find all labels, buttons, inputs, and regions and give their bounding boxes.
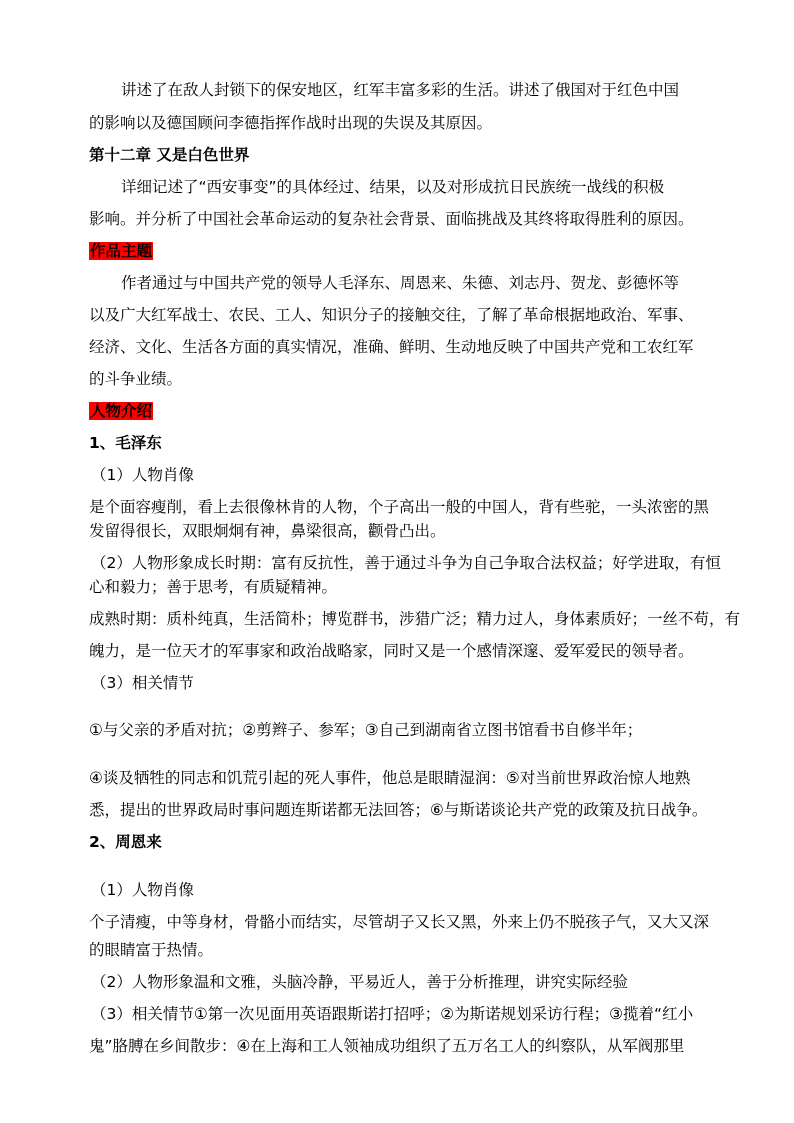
subheading: （1）人物肖像 — [91, 466, 194, 484]
body-text-line: 讲述了在敌人封锁下的保安地区，红军丰富多彩的生活。讲述了俄国对于红色中国 — [121, 81, 680, 99]
subheading: （1）人物肖像 — [91, 881, 194, 899]
body-text-line: 影响。并分析了中国社会革命运动的复杂社会背景、面临挑战及其终将取得胜利的原因。 — [89, 210, 694, 228]
body-text-line: 的影响以及德国顾问李德指挥作战时出现的失误及其原因。 — [89, 114, 493, 132]
body-text-line: 经济、文化、生活各方面的真实情况，准确、鲜明、生动地反映了中国共产党和工农红军 — [89, 338, 694, 356]
body-text-line: （2）人物形象成长时期：富有反抗性，善于通过斗争为自己争取合法权益；好学进取，有恒 — [91, 554, 721, 572]
body-text-line: 鬼”胳膊在乡间散步：④在上海和工人领袖成功组织了五万名工人的纠察队，从军阀那里 — [89, 1037, 685, 1055]
section-heading-characters — [89, 401, 153, 421]
body-text-line: （2）人物形象温和文雅，头脑冷静，平易近人，善于分析推理，讲究实际经验 — [91, 973, 628, 991]
body-text-line: 成熟时期：质朴纯真，生活简朴；博览群书，涉猎广泛；精力过人，身体素质好；一丝不苟，有 — [89, 610, 741, 628]
body-text-line: ④谈及牺牲的同志和饥荒引起的死人事件，他总是眼睛湿润：⑤对当前世界政治惊人地熟 — [89, 769, 691, 787]
body-text-line: 作者通过与中国共产党的领导人毛泽东、周恩来、朱德、刘志丹、贺龙、彭德怀等 — [121, 274, 680, 292]
body-text-line: 心和毅力；善于思考，有质疑精神。 — [89, 578, 338, 596]
body-text-line: 的斗争业绩。 — [89, 370, 183, 388]
body-text-line: 发留得很长，双眼炯炯有神，鼻梁很高，颧骨凸出。 — [89, 522, 446, 540]
highlight-label: 人物介绍 — [90, 402, 153, 420]
chapter-heading: 第十二章 又是白色世界 — [89, 146, 250, 164]
body-text-line: （3）相关情节①第一次见面用英语跟斯诺打招呼；②为斯诺规划采访行程；③揽着“红小 — [91, 1005, 694, 1023]
section-heading-theme — [89, 241, 153, 261]
character-heading: 1、毛泽东 — [89, 434, 162, 452]
body-text-line: 详细记述了“西安事变”的具体经过、结果，以及对形成抗日民族统一战线的积极 — [121, 178, 665, 196]
body-text-line: 魄力，是一位天才的军事家和政治战略家，同时又是一个感情深邃、爱军爱民的领导者。 — [89, 642, 694, 660]
character-heading: 2、周恩来 — [89, 833, 162, 851]
body-text-line: 是个面容瘦削，看上去很像林肯的人物，个子高出一般的中国人，背有些驼，一头浓密的黑 — [89, 498, 710, 516]
body-text-line: 悉，提出的世界政局时事问题连斯诺都无法回答；⑥与斯诺谈论共产党的政策及抗日战争。 — [89, 801, 708, 819]
body-text-line: 以及广大红军战士、农民、工人、知识分子的接触交往，了解了革命根据地政治、军事、 — [89, 306, 694, 324]
body-text-line: 个子清瘦，中等身材，骨骼小而结实，尽管胡子又长又黑，外来上仍不脱孩子气，又大又深 — [89, 913, 710, 931]
body-text-line: ①与父亲的矛盾对抗；②剪辫子、参军；③自己到湖南省立图书馆看书自修半年； — [89, 721, 643, 739]
subheading: （3）相关情节 — [91, 674, 194, 692]
body-text-line: 的眼睛富于热情。 — [89, 941, 214, 959]
highlight-label: 作品主题 — [90, 242, 153, 260]
